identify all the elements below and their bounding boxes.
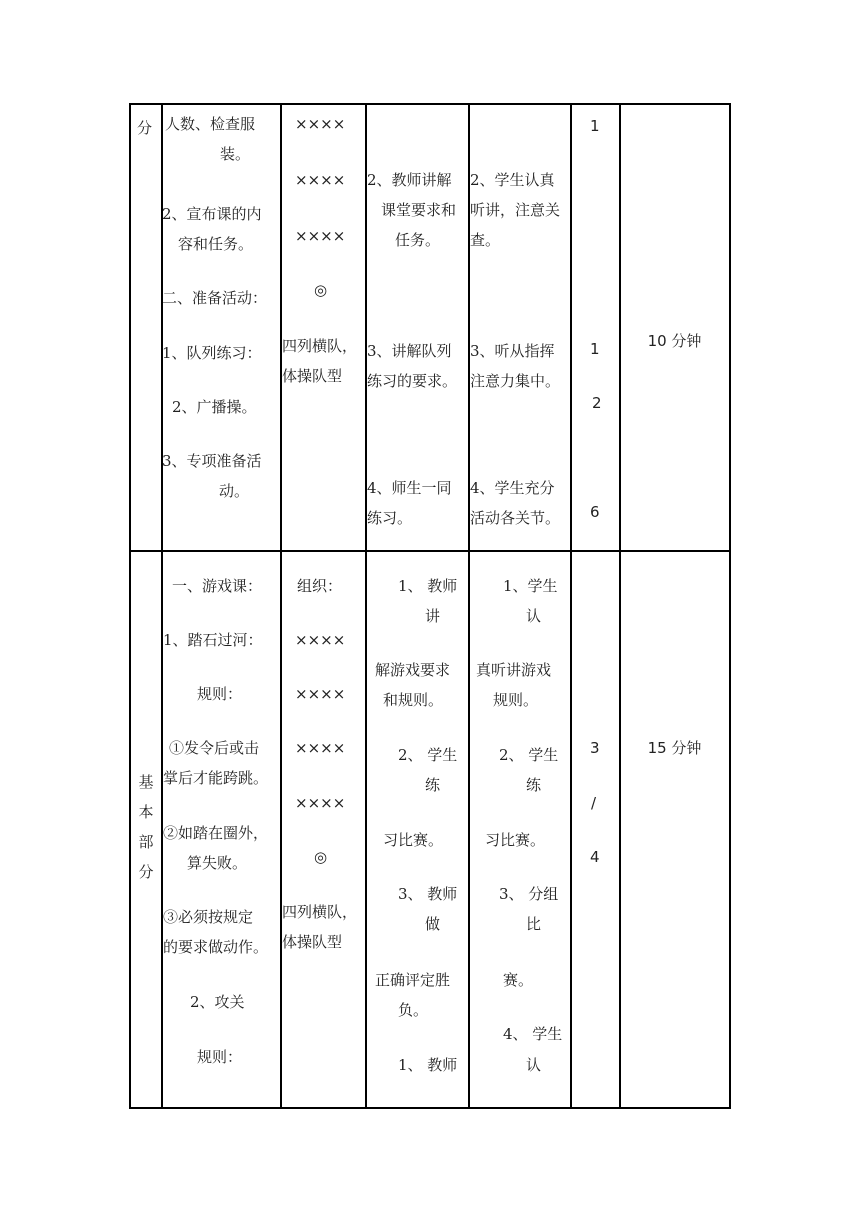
repetition-count: 4 — [590, 848, 600, 866]
student-line: 3、 分组 — [499, 885, 559, 903]
table-border-top — [129, 103, 731, 105]
student-line: 4、学生充分 — [470, 479, 555, 497]
teacher-line: 3、讲解队列 — [367, 342, 452, 360]
student-line: 听讲，注意关 — [470, 201, 561, 219]
content-line: 装。 — [220, 145, 251, 163]
teacher-position-icon: ◎ — [314, 848, 328, 866]
row2-section-cell — [131, 767, 161, 887]
section-char: 分 — [138, 863, 154, 881]
section-char: 基 — [138, 773, 154, 791]
teacher-line: 练习的要求。 — [367, 372, 458, 390]
student-line: 2、学生认真 — [470, 171, 555, 189]
column-divider — [619, 103, 621, 1109]
row1-time-cell — [620, 326, 729, 356]
formation-text: 四列横队， — [282, 903, 358, 921]
content-line: 规则： — [197, 1048, 243, 1066]
student-line: 1、学生 — [503, 577, 558, 595]
formation-row: ×××× — [295, 171, 346, 189]
formation-text: 体操队型 — [282, 933, 343, 951]
teacher-line: 3、 教师 — [398, 885, 458, 903]
student-line: 比 — [526, 915, 542, 933]
teacher-line: 解游戏要求 — [375, 661, 451, 679]
repetition-count: 3 — [590, 739, 600, 757]
student-line: 赛。 — [503, 971, 534, 989]
teacher-line: 讲 — [425, 607, 441, 625]
row1-section-cell — [137, 113, 152, 143]
formation-row: ×××× — [295, 739, 346, 757]
section-char: 本 — [138, 803, 154, 821]
teacher-line: 练习。 — [367, 509, 413, 527]
content-line: 2、广播操。 — [172, 398, 257, 416]
teacher-line: 负。 — [398, 1001, 429, 1019]
content-line: 的要求做动作。 — [163, 938, 269, 956]
table-border-bottom — [129, 1107, 731, 1109]
formation-row: ×××× — [295, 631, 346, 649]
content-line: 算失败。 — [187, 854, 248, 872]
organization-label: 组织： — [297, 577, 343, 595]
content-line: 人数、检查服 — [165, 115, 256, 133]
teacher-position-icon: ◎ — [314, 281, 328, 299]
student-line: 3、听从指挥 — [470, 342, 555, 360]
student-line: 规则。 — [493, 691, 539, 709]
content-line: 一、游戏课： — [172, 577, 263, 595]
student-line: 2、 学生 — [499, 746, 559, 764]
repetition-count: 2 — [592, 394, 602, 412]
content-line: 2、攻关 — [190, 993, 245, 1011]
lesson-plan-table — [129, 103, 731, 1109]
content-line: ③必须按规定 — [163, 908, 254, 926]
student-line: 真听讲游戏 — [476, 661, 552, 679]
teacher-line: 2、 学生 — [398, 746, 458, 764]
teacher-line: 1、 教师 — [398, 577, 458, 595]
column-divider — [570, 103, 572, 1109]
formation-row: ×××× — [295, 794, 346, 812]
student-line: 习比赛。 — [485, 831, 546, 849]
teacher-line: 任务。 — [395, 231, 441, 249]
formation-text: 体操队型 — [282, 367, 343, 385]
student-line: 4、 学生 — [503, 1025, 563, 1043]
content-line: ②如踏在圈外， — [163, 824, 269, 842]
teacher-line: 1、 教师 — [398, 1056, 458, 1074]
teacher-line: 正确评定胜 — [375, 971, 451, 989]
formation-row: ×××× — [295, 227, 346, 245]
duration-label: 15 分钟 — [647, 739, 702, 757]
content-line: 规则： — [197, 685, 243, 703]
student-line: 认 — [526, 607, 542, 625]
content-line: 3、专项准备活 — [162, 452, 262, 470]
teacher-line: 课堂要求和 — [381, 201, 457, 219]
student-line: 认 — [526, 1056, 542, 1074]
teacher-line: 习比赛。 — [383, 831, 444, 849]
formation-row: ×××× — [295, 685, 346, 703]
repetition-count: 6 — [590, 503, 600, 521]
teacher-line: 4、师生一同 — [367, 479, 452, 497]
content-line: 二、准备活动： — [162, 289, 268, 307]
student-line: 练 — [526, 776, 542, 794]
content-line: 1、踏石过河： — [163, 631, 263, 649]
content-line: 1、队列练习： — [162, 344, 262, 362]
student-line: 注意力集中。 — [470, 372, 561, 390]
repetition-count: 1 — [590, 340, 600, 358]
formation-text: 四列横队， — [282, 337, 358, 355]
content-line: 容和任务。 — [178, 235, 254, 253]
teacher-line: 练 — [425, 776, 441, 794]
repetition-count: 1 — [590, 117, 600, 135]
content-line: 掌后才能跨跳。 — [163, 769, 269, 787]
row2-time-cell — [620, 733, 729, 763]
student-line: 活动各关节。 — [470, 509, 561, 527]
content-line: 2、宣布课的内 — [162, 205, 262, 223]
student-line: 查。 — [470, 231, 501, 249]
formation-row: ×××× — [295, 115, 346, 133]
repetition-count: / — [591, 794, 597, 812]
content-line: 动。 — [219, 482, 250, 500]
duration-label: 10 分钟 — [647, 332, 702, 350]
column-divider — [280, 103, 282, 1109]
teacher-line: 做 — [425, 915, 441, 933]
content-line: ①发令后或击 — [169, 739, 260, 757]
table-border-left — [129, 103, 131, 1109]
table-row-divider — [129, 550, 731, 552]
section-char: 部 — [138, 833, 154, 851]
column-divider — [365, 103, 367, 1109]
teacher-line: 和规则。 — [383, 691, 444, 709]
table-border-right — [729, 103, 731, 1109]
section-label: 分 — [137, 119, 153, 137]
teacher-line: 2、教师讲解 — [367, 171, 452, 189]
